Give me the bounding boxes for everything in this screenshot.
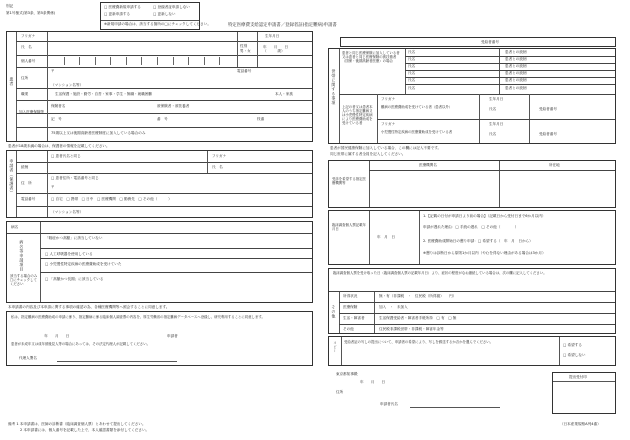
clinical-section-label: 臨床調査個人票記載年月日 (332, 223, 366, 231)
checkbox-no-renewal[interactable]: □ 更新しない (153, 12, 176, 16)
patient-relation[interactable]: 本人・家族 (275, 92, 293, 96)
clinical-line-2[interactable]: 申請が遅れた理由：□ 手続の遅れ □ その他（ ） (423, 225, 519, 229)
disease-title: 病名 (11, 225, 19, 229)
hospital-col-address: 所在地 (549, 163, 560, 167)
household-name-label-2: 氏名 (489, 132, 497, 136)
household-relation-2[interactable]: 患者との続柄 (505, 57, 527, 61)
household-sub-1: 上記の者又は患者本人のうち指定難病又は小児慢性特定疾病により医療費助成を受けている者 (342, 105, 373, 125)
footer-note-1: 備考 1 本申請書は、医師の診断書（臨床調査個人票）とあわせて提出してください。 (8, 422, 146, 426)
right-note-1: 患者が国民健康保険に加入している場合、この欄には記入不要です。 (330, 146, 442, 150)
disease-items-note: 該当する場合のみ□にチェックしてください (10, 274, 38, 286)
guardian-section-label: 申請者（保護者） (9, 159, 15, 195)
hospital-section (328, 160, 616, 208)
patient-insurance-type-label: 加入医療保険等 (19, 110, 45, 114)
household-relation-6[interactable]: 患者との続柄 (505, 86, 527, 90)
household-section (328, 48, 616, 144)
consent-agent: 代理人署名 (19, 356, 37, 360)
income-row-1-value[interactable]: 無・有（非課税 ・ 住民税（所得割） 円） (379, 294, 457, 298)
patient-branch-label: 枝番 (257, 117, 265, 121)
income-section (328, 268, 616, 334)
footer-note-2: 2 本申請書には、個人番号を記載した上で、本人確認書類を添付してください。 (20, 428, 150, 432)
household-name-label-1: 氏名 (489, 107, 497, 111)
guardian-postal[interactable]: 〒 (51, 185, 55, 189)
household-name-5[interactable]: 氏名 (408, 78, 416, 82)
copy-text: 受給者証の写しの提出について、申請者の希望により、写しを郵送するか否かを選んでください。 (344, 340, 494, 344)
household-name-3[interactable]: 氏名 (408, 64, 416, 68)
disease-item-3[interactable]: □ 小児慢性特定疾病の医療費助成を受けていた (45, 262, 122, 266)
household-relation-4[interactable]: 患者との続柄 (505, 71, 527, 75)
consent-signer: 申請者 (167, 334, 178, 338)
disease-name-input[interactable] (43, 223, 311, 232)
household-recipient-1: 受給者番号 (539, 107, 557, 111)
guardian-furigana: フリガナ (212, 154, 227, 158)
clinical-section (328, 210, 616, 265)
checkbox-new-application[interactable]: □ 医療費新規申請する (104, 5, 141, 9)
signature-date[interactable]: 年 月 日 (360, 380, 386, 384)
income-intro: 臨床調査個人票を受け取った日（臨床調査個人票の記載年月日）より、症状の程度がなお継続している場合は、次の欄に記入してください。 (333, 271, 547, 275)
household-birth-2: 生年月日 (489, 122, 504, 126)
patient-address-label: 住所 (21, 76, 29, 80)
consent-section (6, 311, 313, 366)
patient-section (6, 31, 313, 142)
hospital-name-input[interactable] (371, 172, 497, 207)
guardian-name: 氏 名 (212, 165, 223, 169)
disease-item-1[interactable]: 「軽症かつ高額」に該当していない (45, 236, 103, 240)
patient-phone-label: 電話番号 (237, 69, 252, 73)
copy-option-no[interactable]: □ 希望しない (563, 353, 586, 357)
hospital-section-label: 受診を希望する指定医療機関等 (332, 177, 366, 185)
household-sub-3: 小児慢性特定疾病の医療費助成を受けている者 (381, 130, 453, 134)
household-section-label: 世帯に関する事項 (331, 69, 337, 105)
patient-name-label: 氏 名 (21, 45, 32, 49)
household-name-1[interactable]: 氏名 (408, 50, 416, 54)
right-note-2: 同じ世帯に属する者全員を記入してください。 (330, 152, 406, 156)
income-row-2-value[interactable]: 加入 ・ 未加入 (379, 305, 408, 309)
consent-proxy-note: 患者が未成年又は成年被後見人等の場合にあっては、その法定代理人が記載してください。 (11, 342, 150, 346)
patient-id-label: 個人番号 (21, 59, 36, 63)
copy-label: コピー (332, 341, 337, 353)
clinical-date[interactable]: 年 月 日 (377, 235, 395, 239)
patient-birth-value[interactable]: 年 月 日 （ 歳） (263, 45, 289, 54)
guardian-note: 患者が18歳未満の場合は、保護者の情報を記載してください。 (8, 144, 110, 148)
guardian-phone: 電話番号 (21, 197, 36, 201)
receipt-stamp-label: 提出受付印 (569, 375, 587, 379)
household-relation-1[interactable]: 患者との続柄 (505, 50, 527, 54)
disease-footer: 本申請書の内容及び本申請に関する事項の確認の為、各種医療機関等へ照会することに同意します。 (8, 305, 170, 309)
income-row-1-label: 所得状況 (343, 294, 358, 298)
guardian-contact-options[interactable]: □ 自宅 □ 携帯 □ 日中 □ 医療機関 □ 勤務先 □ その他（ ） (51, 197, 172, 201)
right-recipient-label: 受給者番号 (481, 40, 499, 44)
household-birth-1: 生年月日 (489, 97, 504, 101)
income-row-3-label: 生活・障害者 (343, 316, 365, 320)
consent-date[interactable]: 年 月 日 (37, 334, 70, 338)
patient-birth-label: 生年月日 (265, 34, 280, 38)
checkbox-no-registration[interactable]: □ 登録者証申請しない (153, 5, 190, 9)
patient-job-options[interactable]: 生活保護・施設・勤労・自営・家事・学生・無職・就職困難 (55, 92, 153, 96)
right-recipient-no (340, 37, 616, 47)
income-row-2-label: 医療保険 (343, 305, 358, 309)
governor-address: 東京都知事殿 (336, 372, 358, 376)
guardian-mansion: （マンション名等） (51, 210, 84, 214)
income-row-4-value[interactable]: 住民税非課税世帯・非課税・障害年金等 (379, 327, 444, 331)
disease-item-4[interactable]: □ 「高額かつ長期」に該当している (45, 277, 104, 281)
application-type-box (100, 2, 211, 30)
clinical-line-1: 1.【記載の日付が申請日より前の場合】（記載日から受付日まで6か月以内） (423, 214, 546, 218)
patient-sex-options[interactable]: 男・女 (240, 49, 251, 53)
disease-section (6, 221, 313, 303)
guardian-tel-note[interactable]: □ 患者住所・電話番号と同じ (51, 176, 99, 180)
checkbox-renewal[interactable]: □ 更新申請する (104, 12, 131, 16)
signature-stamp-label: 住所 (336, 390, 344, 394)
income-row-4-label: その他 (343, 327, 354, 331)
income-section-label: その他 (331, 305, 337, 319)
patient-name-input[interactable] (49, 41, 235, 55)
household-relation-5[interactable]: 患者との続柄 (505, 78, 527, 82)
signature-applicant-label: 申請者氏名 (380, 402, 398, 406)
patient-symbol-label: 記 号 (51, 117, 62, 121)
patient-number-label: 番 号 (157, 117, 168, 121)
household-furigana-1: フリガナ (381, 97, 396, 101)
household-name-2[interactable]: 氏名 (408, 57, 416, 61)
consent-text: 私は、指定難病の医療費助成の申請に係り、指定難病に係る臨床個人調査票の内容を、厚生労働省の指定難病データベースへ登録し、研究利用することに同意します。 (11, 315, 265, 319)
form-label: 別記 (6, 4, 14, 8)
disease-section-label: 病名等申請項目 (19, 240, 25, 272)
household-furigana-2: フリガナ (381, 122, 396, 126)
guardian-same-checkbox[interactable]: □ 患者氏名と同じ (51, 154, 81, 158)
patient-insured-note: 75歳以上又は後期高齢者医療制度に加入している場合のみ (51, 131, 146, 135)
patient-mansion: （マンション名等） (51, 83, 84, 87)
hospital-col-name: 医療機関名 (419, 163, 437, 167)
patient-job-label: 職業 (21, 92, 29, 96)
receipt-stamp-box (552, 372, 616, 414)
guardian-address: 住 所 (21, 181, 32, 185)
household-recipient-2: 受給者番号 (539, 132, 557, 136)
household-rows (405, 49, 615, 94)
household-name-4[interactable]: 氏名 (408, 71, 416, 75)
patient-insured-options[interactable]: 被保険者・被扶養者 (157, 104, 190, 108)
guardian-relation: 続柄 (21, 165, 29, 169)
patient-id-boxes[interactable] (49, 57, 235, 65)
clinical-line-3[interactable]: 2. 医療費助成開始日の遡り申請：□ 希望する（ 年 月 日から） (423, 239, 533, 243)
form-number: 第1号様式(第3条、第5条関係) (6, 11, 56, 15)
household-sub-2: 難病の医療費助成を受けている者（患者以外） (381, 105, 453, 109)
household-name-6[interactable]: 氏名 (408, 86, 416, 90)
household-relation-3[interactable]: 患者との続柄 (505, 64, 527, 68)
hospital-address-input[interactable] (501, 172, 615, 207)
form-title: 特定医療費支給認定申請書／登録者証(指定難病)申請書 (228, 23, 337, 28)
patient-sex-label: 性別 (240, 44, 248, 48)
household-intro: 患者と同じ医療保険に加入している者又は患者と同じ医療保険の被扶養者（国保・後期高齢者医療）の場合 (342, 51, 400, 63)
patient-furigana-label: フリガナ (21, 34, 36, 38)
patient-postal[interactable]: 〒 (51, 69, 55, 73)
patient-section-label: 患者 (9, 77, 15, 86)
income-row-3-value[interactable]: 生活保護受給者・障害者手帳所持 □ 有 □ 無 (379, 316, 457, 320)
footer-size-note: （日本産業規格A列4番） (560, 422, 601, 426)
header-note: ※新規申請の場合は、該当する箇所の□にチェックしてください。 (104, 22, 211, 26)
patient-insurer-label: 保険者名 (51, 104, 66, 108)
disease-item-2[interactable]: □ 人工呼吸器を使用している (45, 252, 93, 256)
copy-option-yes[interactable]: □ 希望する (563, 343, 582, 347)
guardian-section (6, 150, 313, 218)
copy-section (328, 336, 616, 366)
clinical-line-4: ※遡りは診断日から原則1か月以内（やむを得ない理由がある場合は3か月） (423, 251, 546, 255)
